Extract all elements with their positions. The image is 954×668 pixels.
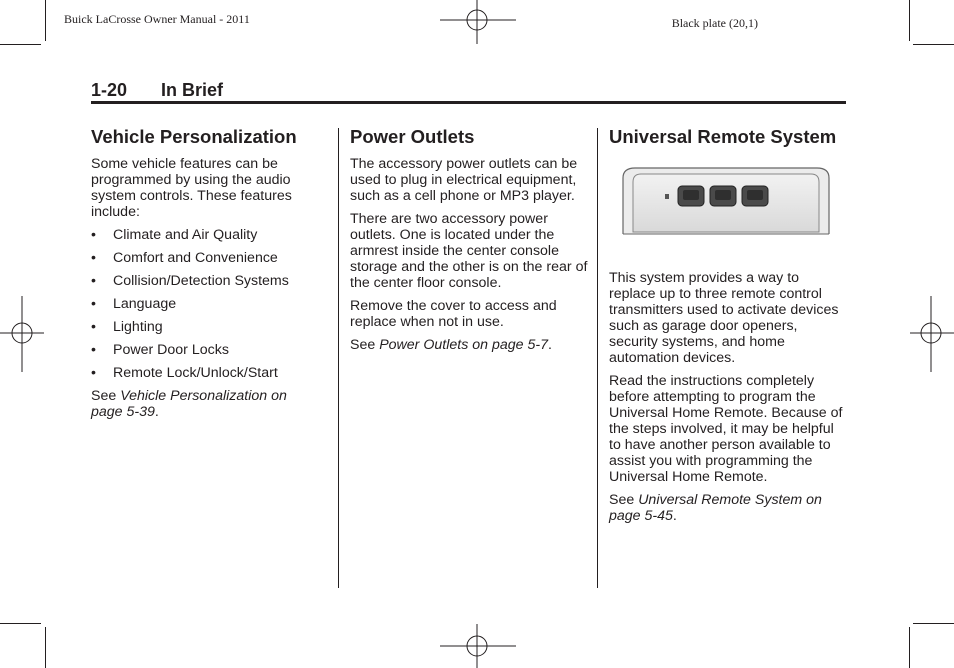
list-item-text: Collision/Detection Systems xyxy=(113,273,289,289)
bullet: • xyxy=(91,365,96,381)
cross-reference-link[interactable]: Power Outlets on page 5-7 xyxy=(379,337,548,353)
see-suffix: . xyxy=(672,508,677,524)
column-power-outlets xyxy=(350,126,588,360)
list-item-text: Language xyxy=(113,296,177,312)
see-reference xyxy=(91,388,316,420)
see-prefix: See xyxy=(609,492,639,508)
cross-reference-link[interactable]: Vehicle Personalization on page 5-39 xyxy=(91,388,287,420)
crop-mark-tl-v xyxy=(45,0,46,41)
see-suffix: . xyxy=(154,404,159,420)
crop-mark-br-h xyxy=(913,623,954,624)
column-divider-1 xyxy=(338,128,339,588)
crop-mark-bl-h xyxy=(0,623,41,624)
universal-remote-paragraph-2: Read the instructions completely before attempting to program the Universal Home Remote. Because of the steps involved, it may be helpful to have another person available to assist you with programming the Universal Home Remote. xyxy=(609,373,843,485)
universal-remote-heading: Universal Remote System xyxy=(609,126,837,147)
bullet: • xyxy=(91,296,96,312)
column-universal-remote xyxy=(609,126,845,531)
list-item xyxy=(91,342,316,358)
crop-mark-tr-h xyxy=(913,44,954,45)
list-item-text: Lighting xyxy=(113,319,163,335)
page-number: 1-20 xyxy=(91,80,128,100)
list-item-text: Climate and Air Quality xyxy=(113,227,258,243)
bullet: • xyxy=(91,342,96,358)
bullet: • xyxy=(91,227,96,243)
section-heading xyxy=(91,80,223,101)
section-title: In Brief xyxy=(161,80,224,100)
power-outlets-paragraph-3: Remove the cover to access and replace when not in use. xyxy=(350,298,557,330)
registration-mark-left-icon xyxy=(0,296,44,372)
list-item-text: Comfort and Convenience xyxy=(113,250,278,266)
cross-reference-link[interactable]: Universal Remote System on page 5-45 xyxy=(609,492,822,524)
list-item xyxy=(91,273,316,289)
crop-mark-br-v xyxy=(909,627,910,668)
column-divider-2 xyxy=(597,128,598,588)
bullet: • xyxy=(91,250,96,266)
universal-remote-paragraph-1: This system provides a way to replace up to three remote control transmitters used to activate devices such as garage door openers, security systems, and home automation devices. xyxy=(609,270,839,366)
see-reference xyxy=(350,337,588,353)
vehicle-personalization-heading: Vehicle Personalization xyxy=(91,126,297,147)
list-item xyxy=(91,296,316,312)
list-item-text: Remote Lock/Unlock/Start xyxy=(113,365,278,381)
list-item xyxy=(91,227,316,243)
power-outlets-paragraph-1: The accessory power outlets can be used to plug in electrical equipment, such as a cell phone or MP3 player. xyxy=(350,156,578,204)
running-header-plate: Black plate (20,1) xyxy=(671,16,758,30)
crop-mark-tr-v xyxy=(909,0,910,41)
list-item-text: Power Door Locks xyxy=(113,342,229,358)
see-suffix: . xyxy=(547,337,552,353)
list-item xyxy=(91,365,316,381)
see-prefix: See xyxy=(91,388,121,404)
list-item xyxy=(91,250,316,266)
bullet: • xyxy=(91,273,96,289)
registration-mark-top-icon xyxy=(440,0,516,44)
see-reference xyxy=(609,492,845,524)
registration-mark-bottom-icon xyxy=(440,624,516,668)
vehicle-personalization-intro: Some vehicle features can be programmed by using the audio system controls. These features include: xyxy=(91,156,292,220)
power-outlets-paragraph-2: There are two accessory power outlets. One is located under the armrest inside the center console storage and the other is on the rear of the center floor console. xyxy=(350,211,588,291)
bullet: • xyxy=(91,319,96,335)
registration-mark-right-icon xyxy=(910,296,954,372)
crop-mark-bl-v xyxy=(45,627,46,668)
crop-mark-tl-h xyxy=(0,44,41,45)
list-item xyxy=(91,319,316,335)
running-header-title: Buick LaCrosse Owner Manual - 2011 xyxy=(64,12,250,26)
universal-remote-buttons-icon xyxy=(621,164,831,236)
section-rule xyxy=(91,101,846,104)
feature-list xyxy=(91,227,316,381)
power-outlets-heading: Power Outlets xyxy=(350,126,475,147)
see-prefix: See xyxy=(350,337,380,353)
column-vehicle-personalization xyxy=(91,126,316,427)
